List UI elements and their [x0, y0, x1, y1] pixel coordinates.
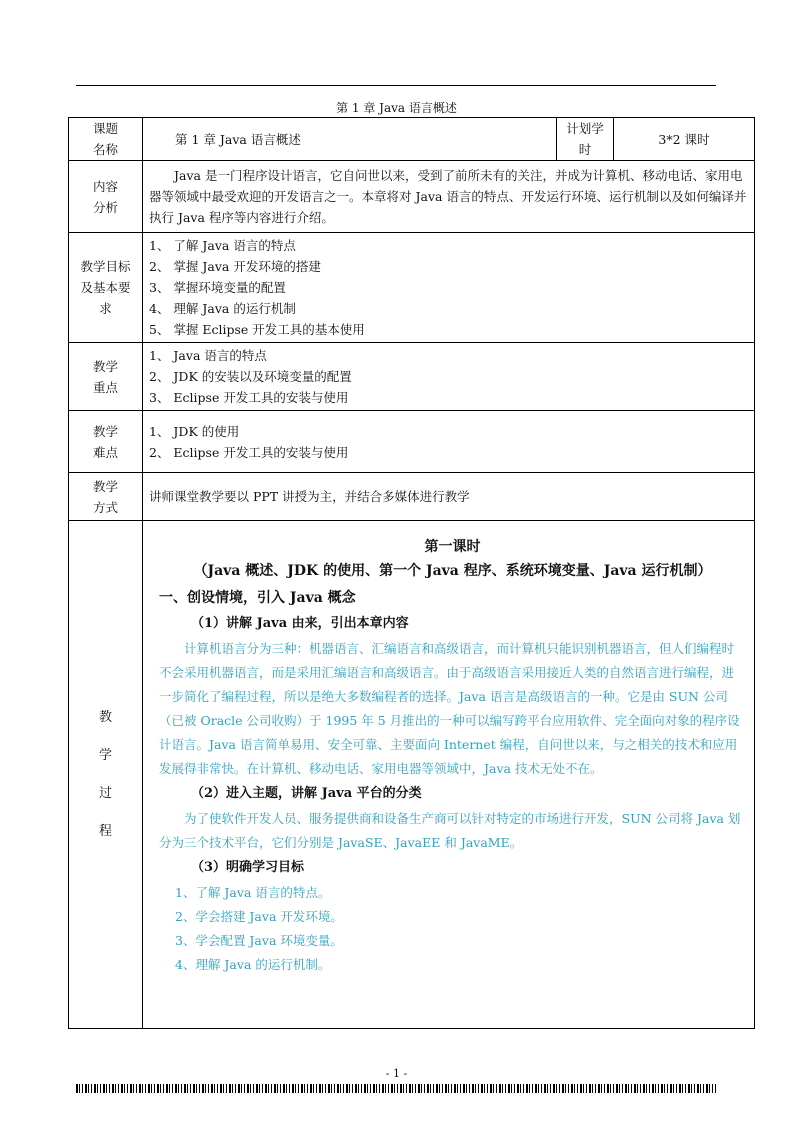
subsection-heading: （2）进入主题，讲解 Java 平台的分类 — [191, 786, 422, 801]
list-item: 2、 掌握 Java 开发环境的搭建 — [149, 259, 321, 274]
subsection-heading: （3）明确学习目标 — [191, 860, 305, 875]
page-header: 第 1 章 Java 语言概述 — [336, 101, 457, 115]
topic-value: 第 1 章 Java 语言概述 — [143, 118, 557, 161]
list-item: 3、 Eclipse 开发工具的安装与使用 — [149, 390, 349, 405]
topic-row — [69, 118, 755, 161]
list-item: 1、 Java 语言的特点 — [149, 348, 267, 363]
lesson-title: 第一课时 — [424, 539, 481, 555]
paragraph: 计算机语言分为三种：机器语言、汇编语言和高级语言，而计算机只能识别机器语言，但人们编程时不会采用机器语言，而是采用汇编语言和高级语言。由于高级语言采用接近人类的自然语言进行编程，进一步简化了编程过程，所以是绝大多数编程者的选择。Java 语言是高级语言的一种。它是由 SUN 公司（已被 Oracle 公司收购）于 1995 年 5 月推出的一种可以编写跨平台应用软件、完全面向对象的程序设计语言。Java 语言简单易用、安全可靠、主要面向 Internet 编程，自问世以来，与之相关的技术和应用发展得非常快。在计算机、移动电话、家用电器等领域中，Java 技术无处不在。 — [159, 641, 740, 776]
list-item: 1、 了解 Java 语言的特点 — [149, 238, 296, 253]
list-item: 4、 理解 Java 的运行机制 — [149, 301, 296, 316]
lesson-plan-table — [68, 117, 755, 1029]
header-rule — [76, 85, 716, 86]
analysis-text: Java 是一门程序设计语言，它自问世以来，受到了前所未有的关注，并成为计算机、移动电话、家用电器等领域中最受欢迎的开发语言之一。本章将对 Java 语言的特点、开发运行环境、运行机制以及如何编译并执行 Java 程序等内容进行介绍。 — [143, 161, 755, 233]
list-item: 1、 JDK 的使用 — [149, 423, 240, 439]
list-item: 2、 Eclipse 开发工具的安装与使用 — [149, 444, 349, 460]
list-item: 3、 掌握环境变量的配置 — [149, 280, 286, 295]
list-item: 2、 JDK 的安装以及环境变量的配置 — [149, 369, 352, 384]
section-heading: 一、创设情境，引入 Java 概念 — [159, 590, 356, 606]
paragraph: 为了使软件开发人员、服务提供商和设备生产商可以针对特定的市场进行开发，SUN 公司将 Java 划分为三个技术平台，它们分别是 JavaSE、JavaEE 和 JavaME。 — [159, 811, 741, 850]
process-content — [143, 521, 755, 1029]
key-points-row — [69, 343, 755, 411]
page-number: - 1 - — [385, 1067, 408, 1080]
objectives-row — [69, 233, 755, 343]
list-item: 2、学会搭建 Java 开发环境。 — [175, 909, 343, 924]
list-item: 1、了解 Java 语言的特点。 — [175, 885, 331, 900]
analysis-row — [69, 161, 755, 233]
difficulties-row — [69, 411, 755, 473]
objectives-list — [149, 235, 748, 340]
process-label: 教 学 过 程 — [69, 521, 143, 1029]
topic-label: 课题 名称 — [69, 118, 143, 161]
barcode-strip — [76, 1084, 716, 1093]
subsection-heading: （1）讲解 Java 由来，引出本章内容 — [191, 616, 409, 631]
method-row — [69, 473, 755, 521]
key-points-label: 教学 重点 — [69, 343, 143, 411]
difficulties-label: 教学 难点 — [69, 411, 143, 473]
hours-value: 3*2 课时 — [614, 118, 755, 161]
method-text: 讲师课堂教学要以 PPT 讲授为主，并结合多媒体进行教学 — [143, 473, 755, 521]
process-row — [69, 521, 755, 1029]
list-item: 5、 掌握 Eclipse 开发工具的基本使用 — [149, 322, 365, 337]
analysis-label: 内容 分析 — [69, 161, 143, 233]
lesson-subtitle: （Java 概述、JDK 的使用、第一个 Java 程序、系统环境变量、Java 运行机制） — [193, 563, 712, 579]
list-item: 4、理解 Java 的运行机制。 — [175, 957, 331, 972]
hours-label: 计划学 时 — [557, 118, 614, 161]
method-label: 教学 方式 — [69, 473, 143, 521]
objectives-label: 教学目标 及基本要 求 — [69, 233, 143, 343]
list-item: 3、学会配置 Java 环境变量。 — [175, 933, 343, 948]
